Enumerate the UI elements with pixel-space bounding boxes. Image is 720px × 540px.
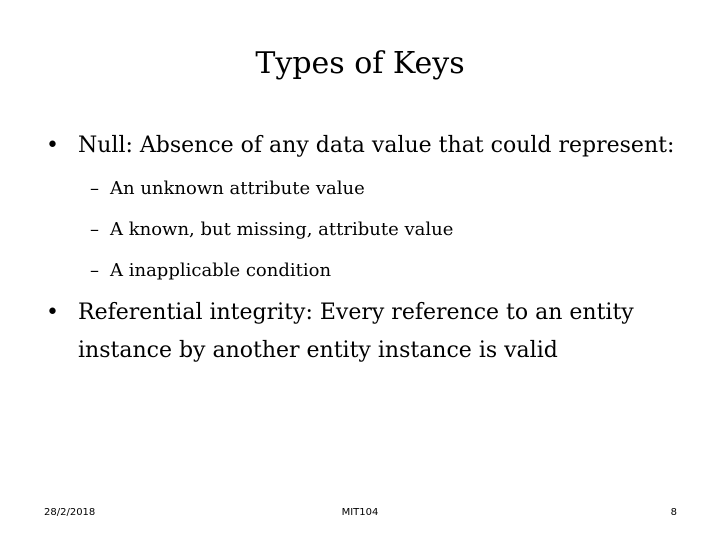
sub-item-unknown-attribute bbox=[90, 177, 365, 201]
bullet-point-icon: • bbox=[46, 133, 59, 158]
sub-item-text: An unknown attribute value bbox=[110, 178, 365, 199]
bullet-text: Referential integrity: Every reference to an entity instance by another entity instance is valid bbox=[78, 300, 634, 363]
bullet-text: Null: Absence of any data value that could represent: bbox=[78, 133, 675, 158]
sub-item-inapplicable-condition bbox=[90, 259, 331, 283]
sub-bullet-dash-icon: – bbox=[90, 219, 99, 240]
footer-page-number: 8 bbox=[670, 507, 677, 518]
sub-bullet-dash-icon: – bbox=[90, 178, 99, 199]
sub-item-text: A known, but missing, attribute value bbox=[110, 219, 454, 240]
footer-course: MIT104 bbox=[341, 507, 379, 518]
slide-title: Types of Keys bbox=[255, 46, 465, 81]
sub-item-text: A inapplicable condition bbox=[110, 260, 332, 281]
footer-date: 28/2/2018 bbox=[44, 507, 96, 518]
sub-bullet-dash-icon: – bbox=[90, 260, 99, 281]
sub-item-missing-attribute bbox=[90, 218, 453, 242]
bullet-point-icon: • bbox=[46, 300, 59, 325]
